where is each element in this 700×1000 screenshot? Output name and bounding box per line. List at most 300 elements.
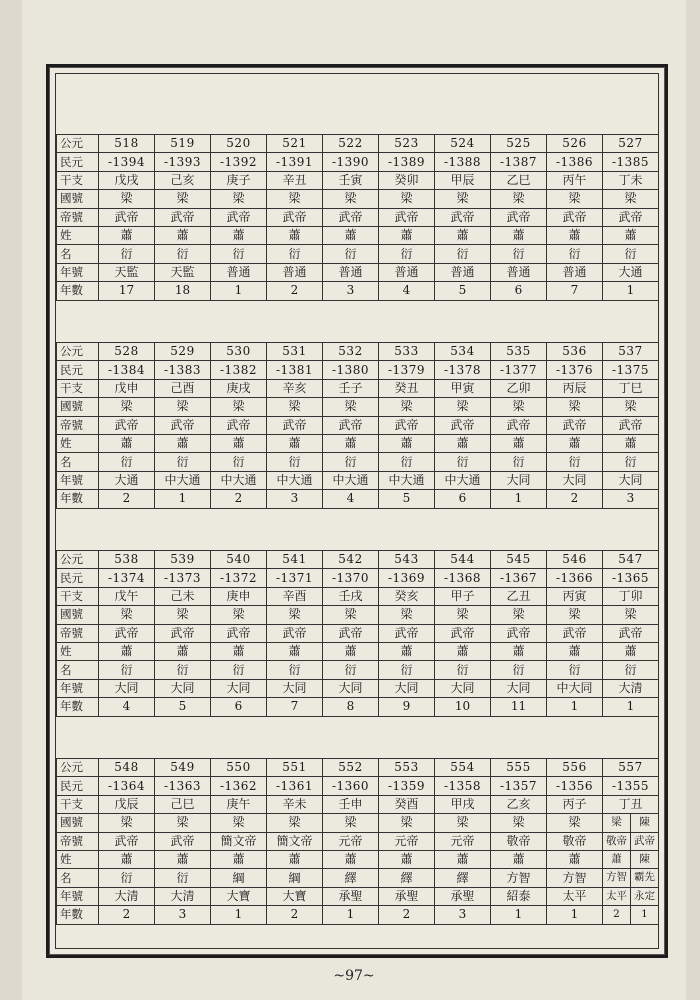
ganzhi-cell: 戊午 [99,587,155,605]
ganzhi-cell: 丙午 [547,171,603,189]
era-name-cell: 大清 [99,887,155,905]
given-name-cell: 繹 [323,869,379,887]
roc-year-cell: -1363 [155,777,211,795]
emperor-title-row [57,832,659,850]
state-name-cell: 梁 [491,398,547,416]
surname-cell: 蕭 [435,226,491,244]
row-label: 年數 [57,698,99,716]
state-name-cell: 梁 [155,190,211,208]
given-name-cell: 衍 [435,245,491,263]
era-name-cell: 大同 [99,679,155,697]
given-name-cell: 衍 [603,245,659,263]
roc-year-cell: -1365 [603,569,659,587]
state-name-row [57,814,659,832]
year-table-block [56,758,659,925]
row-label: 公元 [57,343,99,361]
ganzhi-cell: 庚戌 [211,379,267,397]
emperor-title-cell: 武帝 [379,416,435,434]
given-name-cell: 衍 [323,453,379,471]
surname-cell: 蕭 [211,226,267,244]
surname-cell: 蕭 [435,850,491,868]
surname-cell: 蕭 [547,850,603,868]
emperor-title-cell: 武帝 [211,416,267,434]
given-name-cell: 衍 [547,245,603,263]
regnal-year-cell: 4 [323,490,379,508]
surname-row [57,226,659,244]
ganzhi-cell: 丁巳 [603,379,659,397]
ce-year-cell: 537 [603,343,659,361]
row-label: 國號 [57,398,99,416]
emperor-title-cell: 武帝 [323,624,379,642]
roc-year-cell: -1359 [379,777,435,795]
regnal-year-cell: 18 [155,282,211,300]
surname-cell: 蕭 [491,642,547,660]
emperor-title-cell: 武帝 [155,416,211,434]
emperor-title-cell: 武帝 [547,208,603,226]
row-label: 姓 [57,850,99,868]
era-name-cell: 大同 [211,679,267,697]
era-name-cell: 中大通 [211,471,267,489]
emperor-title-cell: 武帝 [155,624,211,642]
era-name-cell: 大同 [603,471,659,489]
roc-year-cell: -1391 [267,153,323,171]
surname-cell: 蕭 [547,226,603,244]
ganzhi-cell: 癸亥 [379,587,435,605]
regnal-year-cell: 6 [435,490,491,508]
row-label: 公元 [57,551,99,569]
given-name-cell: 衍 [491,453,547,471]
surname-row [57,642,659,660]
table-inner-frame [55,73,659,949]
regnal-year-row [57,698,659,716]
ganzhi-cell: 癸卯 [379,171,435,189]
ganzhi-row [57,795,659,813]
surname-cell: 蕭 [323,226,379,244]
surname-cell: 蕭 [155,642,211,660]
ganzhi-cell: 乙卯 [491,379,547,397]
era-name-cell: 大寶 [267,887,323,905]
ce-year-cell: 520 [211,135,267,153]
surname-cell: 蕭 [155,434,211,452]
ganzhi-cell: 庚午 [211,795,267,813]
emperor-title-cell: 武帝 [155,208,211,226]
row-label: 名 [57,869,99,887]
surname-cell: 蕭 [211,434,267,452]
given-name-cell: 衍 [267,245,323,263]
ce-year-cell: 521 [267,135,323,153]
emperor-title-row [57,624,659,642]
emperor-title-cell: 武帝 [491,208,547,226]
ganzhi-cell: 癸丑 [379,379,435,397]
state-name-cell: 梁 [99,606,155,624]
state-name-cell: 梁 [435,606,491,624]
row-label: 年號 [57,471,99,489]
surname-cell: 蕭 [323,434,379,452]
roc-year-cell: -1376 [547,361,603,379]
roc-year-cell: -1372 [211,569,267,587]
era-name-cell: 大通 [603,263,659,281]
state-name-cell: 梁 [267,814,323,832]
regnal-year-cell: 1 [323,906,379,924]
given-name-cell: 衍 [547,453,603,471]
row-label: 名 [57,661,99,679]
state-name-cell: 梁 [547,190,603,208]
given-name-cell: 衍 [99,245,155,263]
given-name-cell: 衍 [323,245,379,263]
state-name-split-part: 梁 [611,816,622,829]
row-label: 年數 [57,906,99,924]
emperor-title-split-part: 武帝 [630,833,658,850]
given-name-cell: 方智 [491,869,547,887]
surname-row [57,850,659,868]
ganzhi-cell: 丁未 [603,171,659,189]
ganzhi-cell: 丙寅 [547,587,603,605]
roc-year-cell: -1386 [547,153,603,171]
state-name-cell: 梁 [491,606,547,624]
emperor-title-cell: 簡文帝 [211,832,267,850]
given-name-cell: 繹 [435,869,491,887]
state-name-row [57,190,659,208]
ganzhi-cell: 己巳 [155,795,211,813]
ce-year-cell: 555 [491,759,547,777]
surname-split-part: 蕭 [611,852,622,865]
surname-cell: 蕭 [379,850,435,868]
state-name-cell: 梁 [99,190,155,208]
given-name-cell: 衍 [99,869,155,887]
state-name-cell: 梁 [323,814,379,832]
surname-cell: 蕭 [547,434,603,452]
state-name-cell: 梁 [603,606,659,624]
ganzhi-cell: 戊申 [99,379,155,397]
row-label: 年號 [57,887,99,905]
emperor-title-cell: 敬帝 [491,832,547,850]
ganzhi-cell: 癸酉 [379,795,435,813]
roc-year-cell: -1378 [435,361,491,379]
given-name-cell: 衍 [379,453,435,471]
regnal-year-cell: 5 [379,490,435,508]
era-name-cell: 太平 [547,887,603,905]
ce-year-cell: 523 [379,135,435,153]
emperor-title-cell: 元帝 [379,832,435,850]
surname-cell: 蕭 [267,642,323,660]
given-name-cell: 衍 [211,661,267,679]
state-name-cell: 梁 [435,814,491,832]
surname-cell: 蕭 [267,850,323,868]
row-label: 國號 [57,814,99,832]
state-name-cell: 梁 [211,398,267,416]
regnal-year-cell: 6 [211,698,267,716]
emperor-title-row [57,416,659,434]
era-name-cell: 普通 [379,263,435,281]
surname-cell: 蕭 [99,850,155,868]
ganzhi-row [57,587,659,605]
era-name-cell: 中大通 [435,471,491,489]
regnal-year-cell: 4 [99,698,155,716]
ce-year-cell: 540 [211,551,267,569]
surname-cell: 蕭 [491,434,547,452]
given-name-cell: 衍 [379,245,435,263]
roc-year-cell: -1393 [155,153,211,171]
regnal-year-cell: 2 [547,490,603,508]
era-name-cell: 中大通 [379,471,435,489]
regnal-year-cell: 1 [491,490,547,508]
emperor-title-cell: 武帝 [99,416,155,434]
surname-cell: 蕭 [323,642,379,660]
ganzhi-cell: 庚申 [211,587,267,605]
regnal-year-split-part: 2 [613,908,620,921]
state-name-cell: 梁 [379,814,435,832]
regnal-year-cell: 1 [211,906,267,924]
roc-year-cell: -1371 [267,569,323,587]
row-label: 公元 [57,759,99,777]
state-name-cell: 梁 [323,606,379,624]
emperor-title-cell: 武帝 [323,208,379,226]
regnal-year-cell: 3 [603,490,659,508]
era-name-cell: 普通 [491,263,547,281]
state-name-cell: 梁 [379,190,435,208]
emperor-title-cell: 元帝 [323,832,379,850]
state-name-row [57,606,659,624]
roc-year-cell: -1356 [547,777,603,795]
era-name-cell: 大清 [155,887,211,905]
regnal-year-cell: 6 [491,282,547,300]
ce-year-cell: 532 [323,343,379,361]
roc-year-cell: -1367 [491,569,547,587]
emperor-title-cell: 武帝 [379,624,435,642]
given-name-row [57,869,659,887]
ce-year-cell: 525 [491,135,547,153]
ce-year-cell: 543 [379,551,435,569]
state-name-cell: 梁 [603,398,659,416]
era-name-cell: 天監 [155,263,211,281]
year-table-block [56,550,659,717]
given-name-cell: 衍 [323,661,379,679]
surname-cell: 蕭 [267,226,323,244]
roc-year-cell: -1364 [99,777,155,795]
roc-year-cell: -1369 [379,569,435,587]
given-name-cell: 衍 [155,245,211,263]
regnal-year-cell: 5 [155,698,211,716]
ce-year-cell: 551 [267,759,323,777]
emperor-title-cell: 武帝 [211,624,267,642]
row-label: 干支 [57,171,99,189]
row-label: 民元 [57,569,99,587]
row-label: 國號 [57,606,99,624]
given-name-row [57,661,659,679]
ganzhi-cell: 辛亥 [267,379,323,397]
state-name-cell: 梁 [267,398,323,416]
roc-year-cell: -1394 [99,153,155,171]
ce-year-cell: 552 [323,759,379,777]
emperor-title-cell: 武帝 [435,208,491,226]
ganzhi-cell: 甲子 [435,587,491,605]
state-name-cell: 梁 [547,398,603,416]
ce-year-cell: 519 [155,135,211,153]
ce-year-cell: 533 [379,343,435,361]
roc-year-cell: -1375 [603,361,659,379]
regnal-year-cell: 3 [267,490,323,508]
roc-year-row [57,777,659,795]
roc-year-cell: -1390 [323,153,379,171]
state-name-cell: 梁 [435,190,491,208]
emperor-title-cell: 武帝 [603,208,659,226]
era-name-cell: 承聖 [323,887,379,905]
surname-cell: 蕭 [603,642,659,660]
row-label: 名 [57,453,99,471]
ganzhi-cell: 甲寅 [435,379,491,397]
row-label: 公元 [57,135,99,153]
era-name-row [57,263,659,281]
ce-year-cell: 546 [547,551,603,569]
regnal-year-row [57,906,659,924]
state-name-cell [603,814,659,832]
era-name-cell: 大清 [603,679,659,697]
row-label: 國號 [57,190,99,208]
state-name-cell: 梁 [211,814,267,832]
surname-cell: 蕭 [155,850,211,868]
surname-cell: 蕭 [211,850,267,868]
row-label: 帝號 [57,624,99,642]
regnal-year-cell: 7 [267,698,323,716]
row-label: 帝號 [57,208,99,226]
table-frame [46,64,668,958]
regnal-year-cell: 1 [211,282,267,300]
ce-year-cell: 535 [491,343,547,361]
regnal-year-cell: 7 [547,282,603,300]
regnal-year-cell: 9 [379,698,435,716]
ce-year-cell: 547 [603,551,659,569]
era-name-cell: 大同 [491,679,547,697]
era-name-cell: 普通 [267,263,323,281]
roc-year-cell: -1361 [267,777,323,795]
row-label: 姓 [57,434,99,452]
emperor-title-cell: 武帝 [547,624,603,642]
ce-year-row [57,343,659,361]
emperor-title-cell: 武帝 [491,624,547,642]
regnal-year-row [57,490,659,508]
roc-year-cell: -1358 [435,777,491,795]
ce-year-cell: 550 [211,759,267,777]
state-name-cell: 梁 [155,398,211,416]
roc-year-cell: -1377 [491,361,547,379]
era-name-cell: 中大同 [547,679,603,697]
regnal-year-cell: 8 [323,698,379,716]
row-label: 帝號 [57,416,99,434]
row-label: 民元 [57,153,99,171]
state-name-cell: 梁 [379,398,435,416]
given-name-cell: 衍 [155,453,211,471]
emperor-title-cell: 武帝 [99,832,155,850]
ganzhi-cell: 壬子 [323,379,379,397]
given-name-cell: 衍 [547,661,603,679]
given-name-cell: 繹 [379,869,435,887]
surname-cell: 蕭 [99,642,155,660]
era-name-cell: 大同 [491,471,547,489]
regnal-year-cell: 1 [547,698,603,716]
emperor-title-cell: 武帝 [379,208,435,226]
era-name-row [57,471,659,489]
ganzhi-cell: 戊辰 [99,795,155,813]
roc-year-cell: -1392 [211,153,267,171]
surname-cell: 蕭 [379,226,435,244]
surname-cell: 蕭 [379,434,435,452]
row-label: 年數 [57,490,99,508]
era-name-row [57,679,659,697]
roc-year-cell: -1379 [379,361,435,379]
ce-year-cell: 539 [155,551,211,569]
given-name-cell: 衍 [491,661,547,679]
emperor-title-cell: 武帝 [491,416,547,434]
ganzhi-cell: 庚子 [211,171,267,189]
surname-split-part: 陳 [630,851,658,868]
era-name-split-part: 太平 [606,889,627,902]
emperor-title-cell: 武帝 [267,624,323,642]
emperor-title-cell: 武帝 [603,624,659,642]
surname-cell: 蕭 [379,642,435,660]
row-label: 民元 [57,361,99,379]
regnal-year-row [57,282,659,300]
era-name-cell: 中大通 [267,471,323,489]
emperor-title-cell: 簡文帝 [267,832,323,850]
era-name-cell: 普通 [211,263,267,281]
roc-year-row [57,153,659,171]
ce-year-row [57,759,659,777]
surname-cell: 蕭 [491,850,547,868]
row-label: 姓 [57,642,99,660]
emperor-title-split-part: 敬帝 [606,834,627,847]
ce-year-cell: 534 [435,343,491,361]
regnal-year-split-part: 1 [630,906,658,923]
roc-year-cell: -1368 [435,569,491,587]
year-table-block [56,134,659,301]
emperor-title-cell: 武帝 [155,832,211,850]
ce-year-cell: 548 [99,759,155,777]
given-name-cell: 衍 [99,453,155,471]
state-name-cell: 梁 [491,814,547,832]
state-name-cell: 梁 [211,190,267,208]
state-name-cell: 梁 [379,606,435,624]
ganzhi-row [57,379,659,397]
ganzhi-cell: 壬申 [323,795,379,813]
era-name-cell: 大同 [323,679,379,697]
surname-cell: 蕭 [603,226,659,244]
state-name-cell: 梁 [155,606,211,624]
page-number: ~97~ [333,968,375,984]
row-label: 干支 [57,379,99,397]
roc-year-cell: -1388 [435,153,491,171]
ganzhi-cell: 己未 [155,587,211,605]
emperor-title-cell: 武帝 [435,416,491,434]
roc-year-cell: -1374 [99,569,155,587]
ce-year-row [57,551,659,569]
era-name-cell: 大同 [155,679,211,697]
emperor-title-cell: 武帝 [435,624,491,642]
given-name-cell: 衍 [99,661,155,679]
era-name-cell: 普通 [323,263,379,281]
state-name-cell: 梁 [323,190,379,208]
surname-cell: 蕭 [435,642,491,660]
emperor-title-cell: 武帝 [99,208,155,226]
row-label: 年號 [57,263,99,281]
regnal-year-cell [603,906,659,924]
roc-year-cell: -1370 [323,569,379,587]
ganzhi-cell: 丁卯 [603,587,659,605]
ganzhi-cell: 甲戌 [435,795,491,813]
regnal-year-cell: 3 [155,906,211,924]
given-name-split-part: 方智 [606,871,627,884]
state-name-cell: 梁 [99,814,155,832]
given-name-row [57,453,659,471]
